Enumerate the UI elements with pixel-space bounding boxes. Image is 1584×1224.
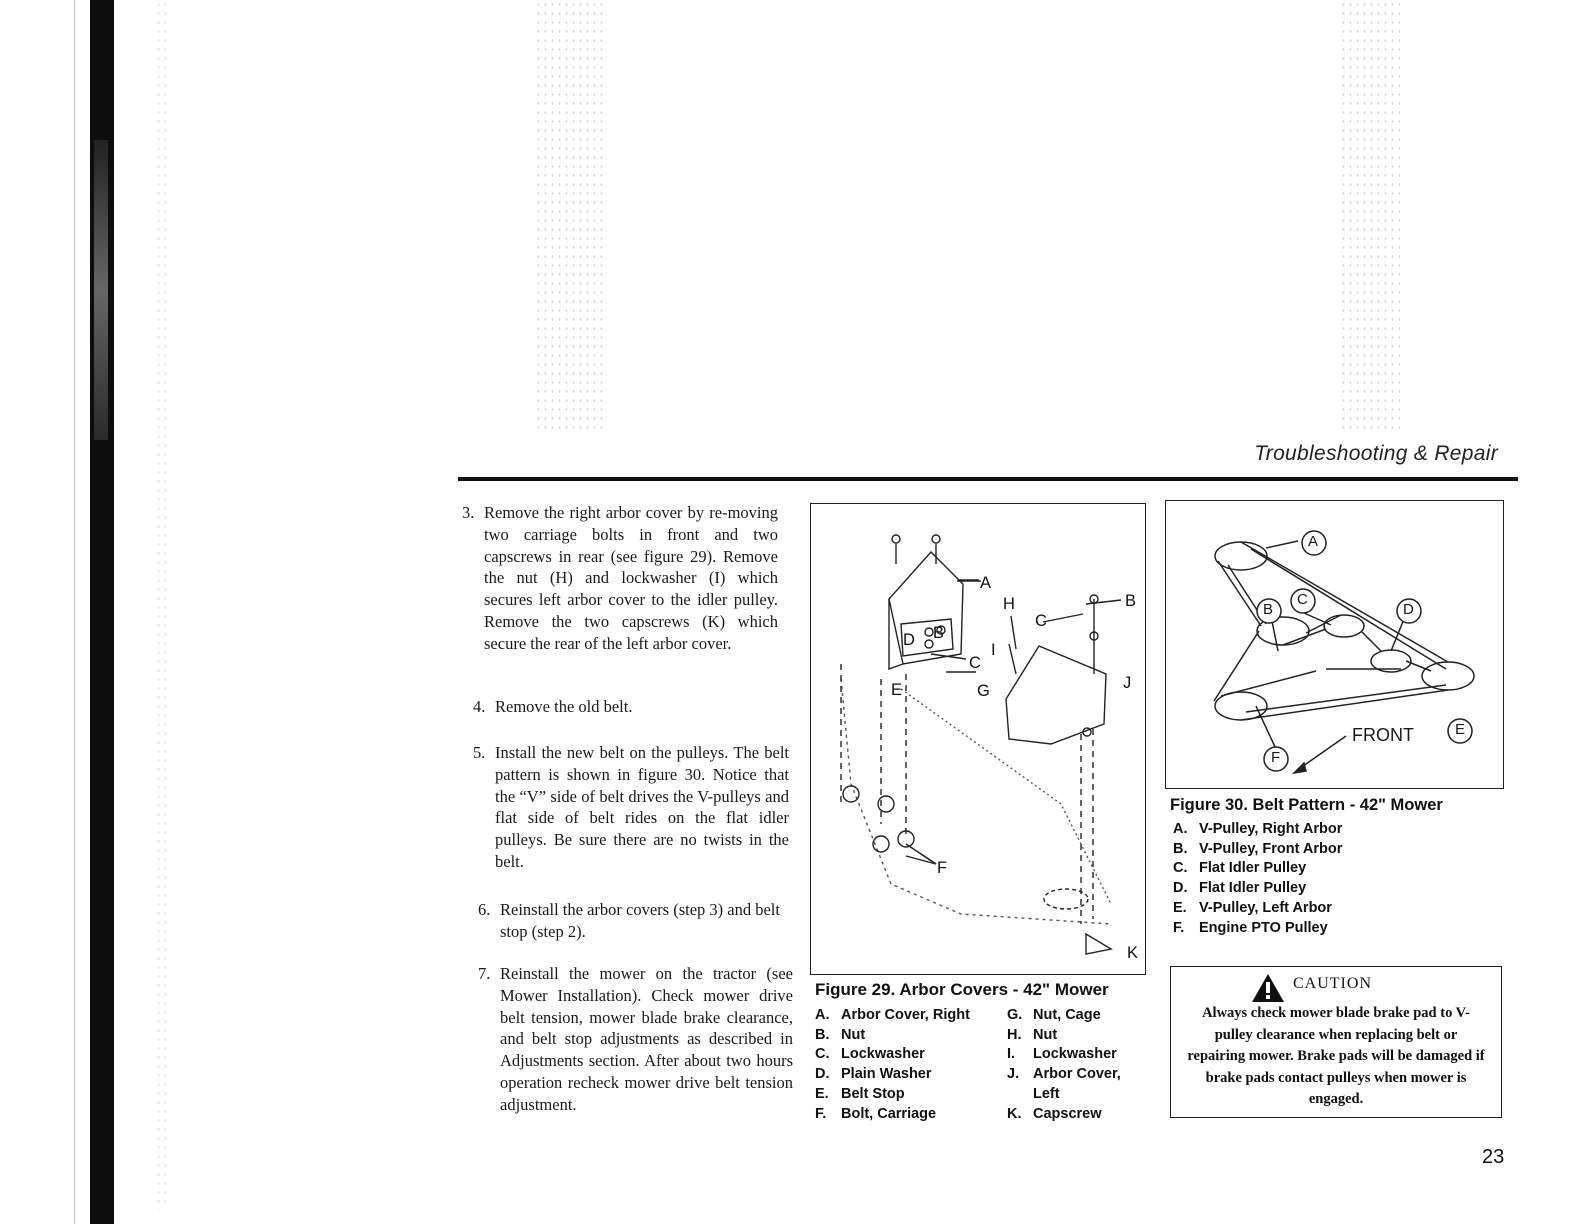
legend-item: C. Lockwasher — [815, 1046, 925, 1063]
callout-I: I — [991, 641, 996, 659]
legend-item: E. Belt Stop — [815, 1085, 905, 1102]
scan-edge-line — [74, 0, 75, 1224]
step-3 — [462, 502, 778, 655]
legend-item: F. Bolt, Carriage — [815, 1105, 937, 1122]
callout-C: C — [1035, 612, 1047, 630]
legend-item: I. Lockwasher — [1007, 1046, 1117, 1063]
header-rule — [458, 477, 1518, 481]
caution-title: CAUTION — [1293, 975, 1372, 992]
figure-29-caption: Figure 29. Arbor Covers - 42" Mower — [815, 980, 1109, 999]
legend-item: B. Nut — [815, 1026, 866, 1043]
callout-A: A — [1308, 533, 1319, 550]
step-text: Reinstall the arbor covers (step 3) and belt stop (step 2). — [500, 900, 780, 941]
step-number: 6. — [478, 900, 491, 919]
callout-F: F — [937, 859, 948, 877]
legend-item: G. Nut, Cage — [1007, 1007, 1101, 1023]
step-text: Reinstall the mower on the tractor (see Mower Installation). Check mower drive belt tension, mower blade brake clearance, and belt stop adjustments as described in Adjustments section. After about two hours operation recheck mower drive belt tension adjustment. — [500, 964, 793, 1114]
step-6 — [478, 899, 792, 943]
warning-triangle-icon — [1251, 973, 1285, 1003]
legend-item: A. Arbor Cover, Right — [815, 1007, 970, 1023]
caution-text: Always check mower blade brake pad to V-pulley clearance when replacing belt or repairing mower. Brake pads will be damaged if brake pads contact pulleys when mower is engaged. — [1187, 1005, 1485, 1107]
bleed-through-speckle — [1340, 0, 1400, 430]
step-text: Remove the old belt. — [495, 697, 633, 716]
legend-item: K. Capscrew — [1007, 1105, 1102, 1122]
step-text: Remove the right arbor cover by re-moving two carriage bolts in front and two capscrews in rear (see figure 29). Remove the nut (H) and lockwasher (I) which secures left arbor cover to the idler pulley. Remove the two capscrews (K) which secure the rear of the left arbor cover. — [484, 503, 778, 653]
callout-D: D — [1403, 601, 1414, 618]
figure-30-legend — [1173, 820, 1433, 938]
callout-K: K — [1127, 944, 1139, 962]
callout-C: C — [1297, 591, 1308, 608]
legend-item: B. V-Pulley, Front Arbor — [1173, 840, 1343, 857]
legend-item: A. V-Pulley, Right Arbor — [1173, 821, 1343, 837]
callout-E: E — [1455, 721, 1466, 738]
legend-item: E. V-Pulley, Left Arbor — [1173, 899, 1332, 916]
callout-J: J — [1123, 674, 1132, 692]
bleed-through-speckle — [535, 0, 605, 430]
callout-H: H — [1003, 595, 1015, 613]
step-number: 5. — [473, 743, 486, 762]
legend-item: C. Flat Idler Pulley — [1173, 860, 1307, 877]
binding-spine-highlight — [94, 140, 108, 440]
front-label: FRONT — [1352, 725, 1414, 745]
page-number: 23 — [1482, 1146, 1505, 1168]
callout-F: F — [1271, 749, 1281, 766]
pulley-C — [1324, 615, 1364, 637]
step-number: 3. — [462, 503, 475, 522]
figure-29-legend-right — [1007, 1006, 1147, 1124]
callout-B-inner: B — [933, 624, 945, 642]
legend-item: D. Flat Idler Pulley — [1173, 880, 1307, 897]
pulley-A — [1215, 542, 1267, 570]
step-5 — [473, 742, 789, 873]
step-text: Install the new belt on the pulleys. The belt pattern is shown in figure 30. Notice that the “V” side of belt drives the V-pulleys and flat side of belt rides on the flat idler pulleys. Be sure there are no twists in the belt. — [495, 743, 789, 871]
step-number: 7. — [478, 964, 491, 983]
callout-B: B — [1125, 592, 1137, 610]
callout-B: B — [1263, 601, 1274, 618]
legend-item: H. Nut — [1007, 1026, 1058, 1043]
section-header: Troubleshooting & Repair — [1254, 442, 1498, 465]
callout-E: E — [891, 681, 903, 699]
callout-D: D — [903, 631, 915, 649]
figure-30-illustration — [1166, 501, 1503, 788]
legend-item: F. Engine PTO Pulley — [1173, 919, 1328, 936]
figure-29-illustration — [811, 504, 1145, 974]
pulley-E — [1422, 662, 1474, 690]
figure-30-box — [1165, 500, 1504, 789]
legend-item: D. Plain Washer — [815, 1066, 932, 1083]
caution-box — [1170, 966, 1502, 1118]
step-7 — [478, 963, 793, 1116]
legend-item: J. Arbor Cover, Left — [1007, 1066, 1121, 1102]
callout-G: G — [977, 682, 990, 700]
step-number: 4. — [473, 697, 486, 716]
figure-29-legend-left — [815, 1006, 1000, 1124]
figure-30-caption: Figure 30. Belt Pattern - 42" Mower — [1170, 796, 1443, 814]
figure-29-box — [810, 503, 1146, 975]
callout-C-inner: C — [969, 654, 981, 672]
callout-A: A — [980, 574, 992, 592]
step-4 — [473, 696, 778, 718]
bleed-through-speckle — [155, 0, 169, 1210]
